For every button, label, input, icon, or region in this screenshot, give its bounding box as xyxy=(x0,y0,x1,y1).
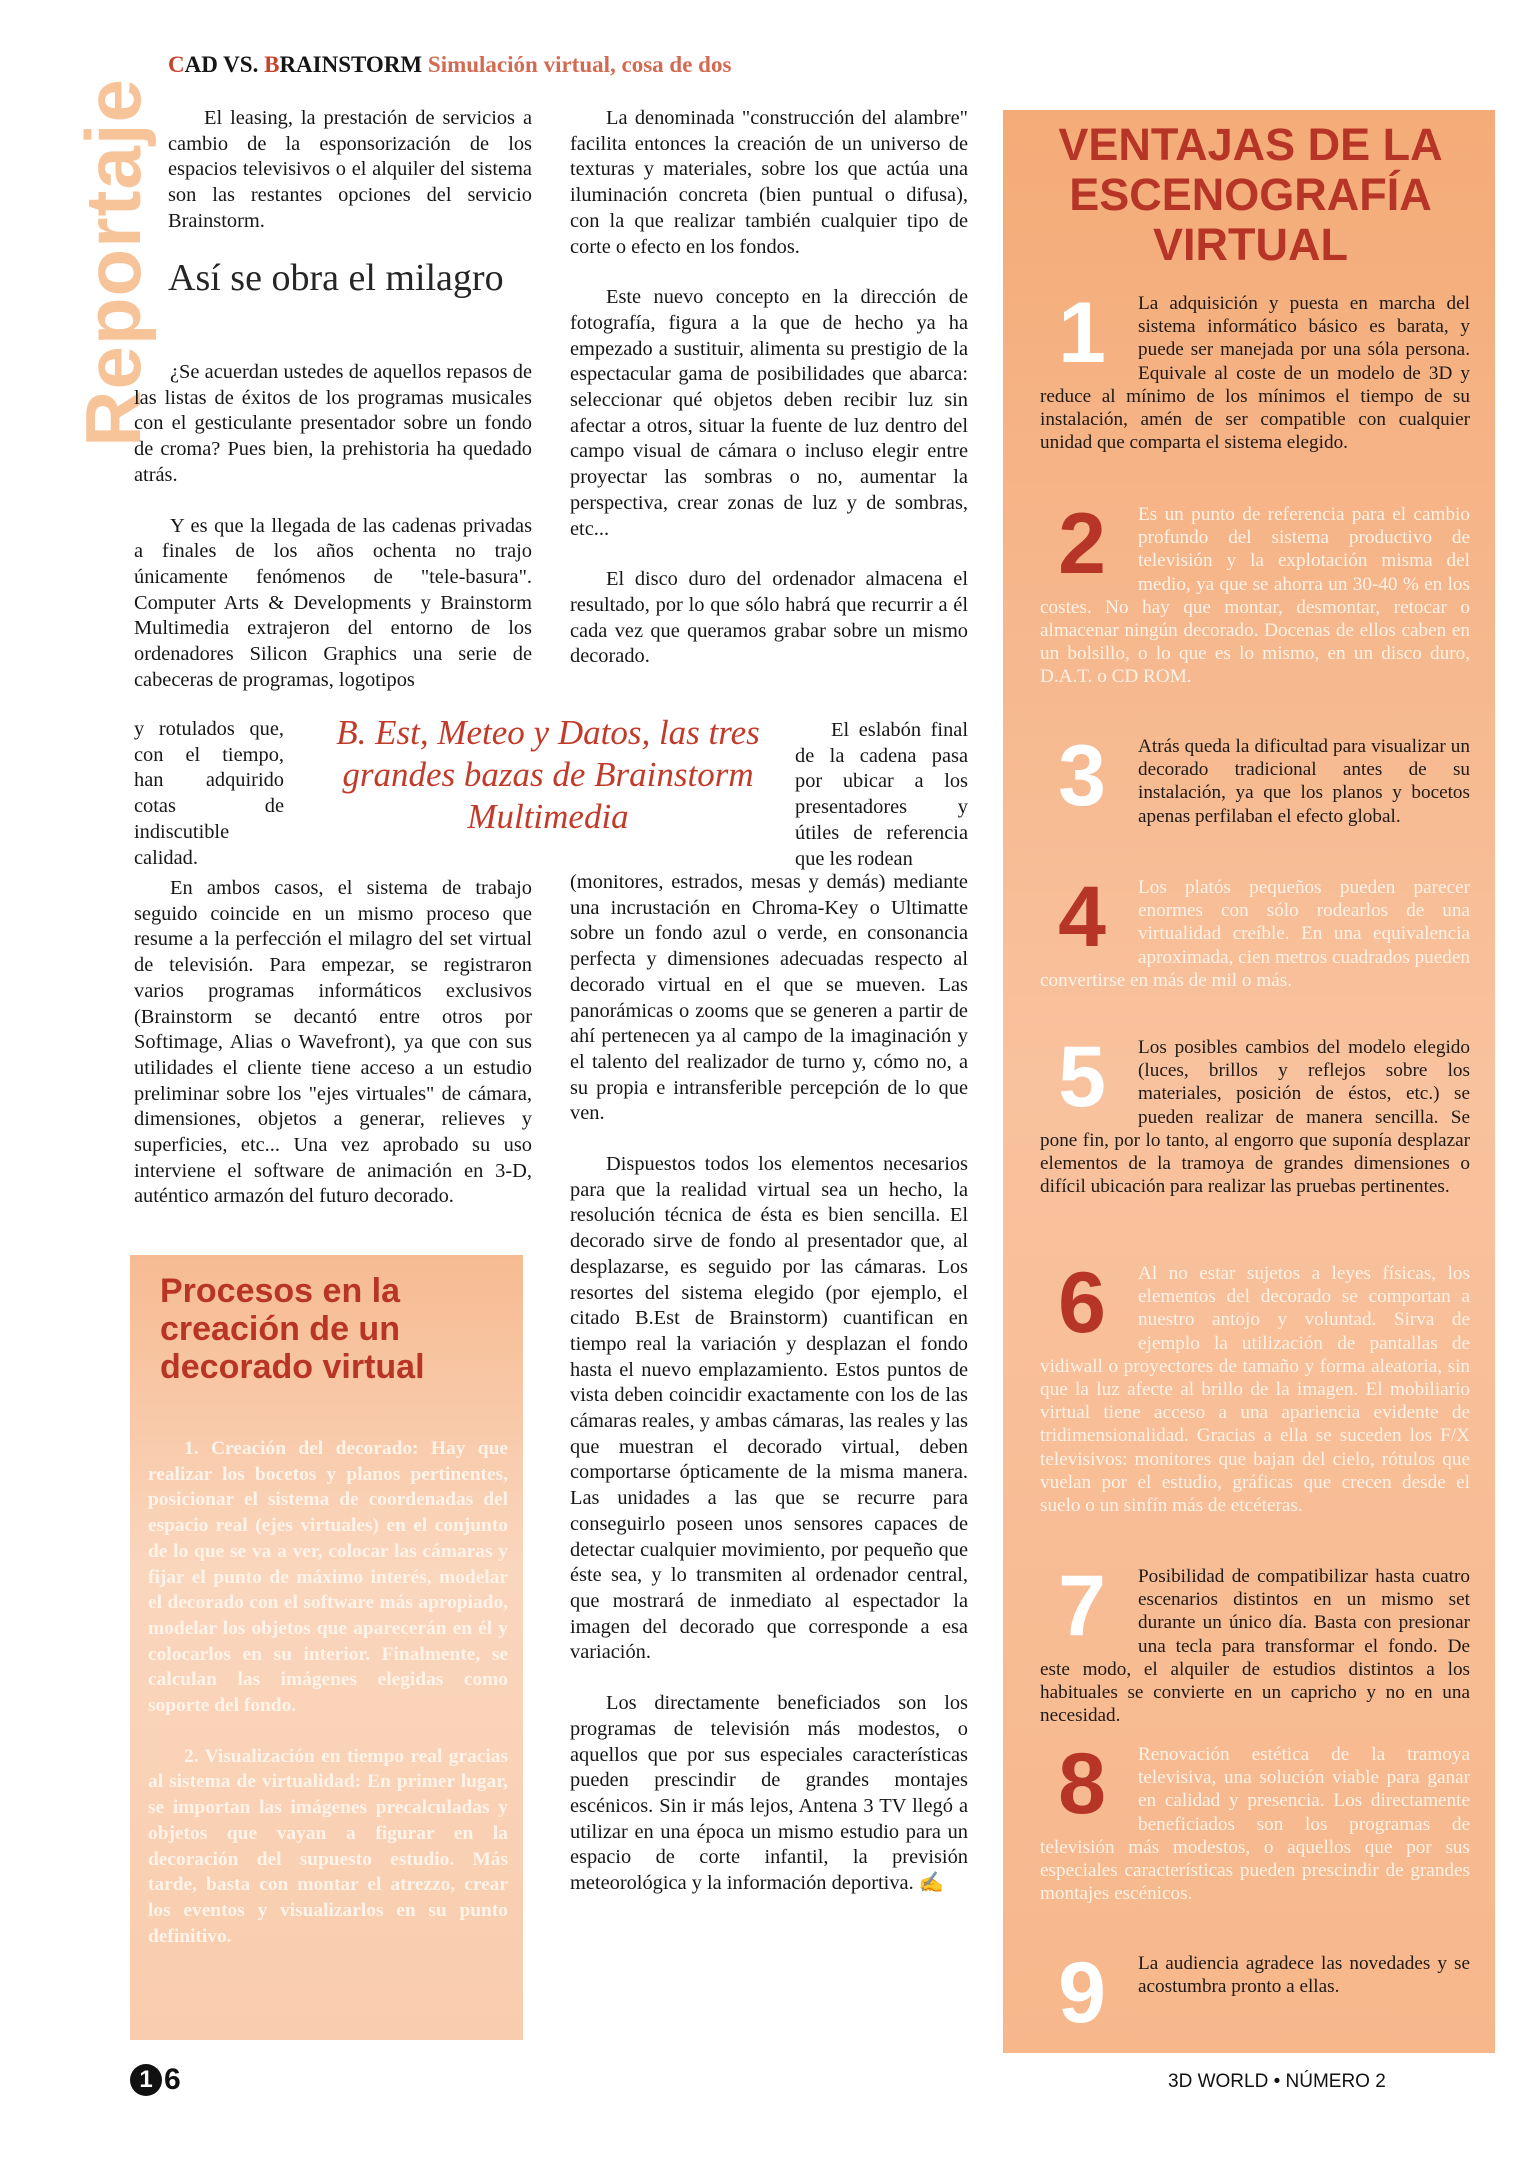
paragraph xyxy=(570,1691,968,1897)
column-2-narrow xyxy=(795,718,968,872)
paragraph-continued: y rotulados que, con el tiempo, han adquirido cotas de indiscutible calidad. xyxy=(134,718,284,869)
ventaja-item xyxy=(1040,1945,1470,2041)
procesos-step: 1. Creación del decorado: Hay que realizar los bocetos y planos pertinentes, posicionar el sistema de coordenadas del espacio real (ejes virtuales) en el conjunto de lo que se va a ver, colocar las cámaras y fijar el punto de máximo interés, modelar el decorado con el software más apropiado, modelar los objetos que aparecerán en él y colocarlos en su interior. Finalmente, se calculan las imágenes elegidas como soporte del fondo. xyxy=(148,1438,508,1717)
ventaja-item xyxy=(1040,728,1470,828)
ventaja-item xyxy=(1040,496,1470,689)
footer-publication: 3D WORLD • NÚMERO 2 xyxy=(1168,2071,1386,2092)
column-1-narrow xyxy=(134,717,284,871)
procesos-step: 2. Visualización en tiempo real gracias al sistema de virtualidad: En primer lugar, se importan las imágenes precalculadas y objetos que vayan a figurar en la decoración del supuesto estudio. Más tarde, basta con montar el atrezzo, crear los eventos y visualizarlos en su punto definitivo. xyxy=(148,1745,508,1947)
running-head xyxy=(168,52,928,78)
running-head-initial-b: B xyxy=(264,52,280,77)
page-number-tail: 6 xyxy=(164,2063,181,2097)
ventaja-number: 7 xyxy=(1058,1558,1106,1654)
ventaja-item xyxy=(1040,869,1470,992)
page-number xyxy=(130,2062,181,2097)
section-label-text: Reportaje xyxy=(68,77,157,447)
article-intro xyxy=(168,106,532,235)
ventaja-item xyxy=(1040,1255,1470,1517)
ventaja-item xyxy=(1040,285,1470,454)
page-number-circle: 1 xyxy=(130,2064,162,2096)
ventaja-number: 1 xyxy=(1058,285,1106,381)
ventaja-number: 8 xyxy=(1058,1736,1106,1832)
ventaja-number: 5 xyxy=(1058,1029,1106,1125)
ventaja-number: 9 xyxy=(1058,1945,1106,2041)
running-head-initial-a: C xyxy=(168,52,185,77)
paragraph: El eslabón final de la cadena pasa por ubicar a los presentadores y útiles de referencia que les rodean xyxy=(795,719,968,870)
paragraph: La denominada "construcción del alambre" facilita entonces la creación de un universo de texturas y materiales, sobre los que actúa una iluminación concreta (bien puntual o difusa), con la que realizar también cualquier tipo de corte o efecto en los fondos. xyxy=(570,107,968,258)
column-2-bottom xyxy=(570,870,968,1897)
ventaja-text: Los platós pequeños pueden parecer enormes con sólo rodearlos de una virtualidad creíble. En una equivalencia aproximada, cien metros cuadrados pueden convertirse en más de mil o más. xyxy=(1040,877,1470,991)
running-head-subtitle: Simulación virtual, cosa de dos xyxy=(427,52,732,77)
ventaja-number: 2 xyxy=(1058,496,1106,592)
ventaja-text: Es un punto de referencia para el cambio profundo del sistema productivo de televisión y la explotación misma del medio, ya que se ahorra un 30-40 % en los costes. No hay que montar, desmontar, retocar o almacenar ningún decorado. Docenas de ellos caben en un bolsillo, o lo que es lo mismo, en un disco duro, D.A.T. o CD ROM. xyxy=(1040,504,1470,688)
ventaja-item xyxy=(1040,1029,1470,1198)
ventaja-text: Los posibles cambios del modelo elegido (luces, brillos y reflejos sobre los materiales, posición de éstos, etc.) se pueden realizar de manera sencilla. Se pone fin, por lo tanto, al engorro que suponía desplazar elementos de la tramoya de grandes dimensiones o difícil ubicación para realizar las pruebas pertinentes. xyxy=(1040,1037,1470,1198)
ventaja-number: 4 xyxy=(1058,869,1106,965)
intro-paragraph: El leasing, la prestación de servicios a cambio de la esponsorización de los espacios televisivos o el alquiler del sistema son las restantes opciones del servicio Brainstorm. xyxy=(168,107,532,232)
ventaja-item xyxy=(1040,1736,1470,1905)
ventaja-number: 6 xyxy=(1058,1255,1106,1351)
procesos-title: Procesos en la creación de un decorado virtual xyxy=(160,1272,425,1386)
article-subhead: Así se obra el milagro xyxy=(168,257,504,299)
column-1-bottom xyxy=(134,876,532,1210)
running-head-part-b: RAINSTORM xyxy=(279,52,423,77)
ventaja-number: 3 xyxy=(1058,728,1106,824)
paragraph: Y es que la llegada de las cadenas privadas a finales de los años ochenta no trajo únicamente fenómenos de "tele-basura". Computer Arts & Developments y Brainstorm Multimedia extrajeron del entorno de los ordenadores Silicon Graphics una serie de cabeceras de programas, logotipos xyxy=(134,514,532,691)
paragraph: Este nuevo concepto en la dirección de fotografía, figura a la que de hecho ya ha empezado a sustituir, alimenta su prestigio de la espectacular gama de posibilidades que abarca: seleccionar qué objetos deben recibir luz sin afectar a otros, situar la fuente de luz dentro del campo visual de cámara o incluso elegir entre proyectar las sombras o no, aumentar la perspectiva, crear zonas de luz y de sombras, etc... xyxy=(570,286,968,540)
ventajas-title: VENTAJAS DE LA ESCENOGRAFÍA VIRTUAL xyxy=(1058,119,1443,270)
end-mark-icon: ✍ xyxy=(918,1872,945,1895)
ventaja-text: Atrás queda la dificultad para visualizar un decorado tradicional antes de su instalación, ya que los planos y bocetos apenas perfilaban el efecto global. xyxy=(1138,736,1470,827)
pull-quote: B. Est, Meteo y Datos, las tres grandes bazas de Brainstorm Multimedia xyxy=(336,713,760,836)
procesos-steps xyxy=(148,1436,508,1949)
ventaja-text: Posibilidad de compatibilizar hasta cuatro escenarios distintos en un mismo set durante un único día. Basta con presionar una tecla para transformar el fondo. De este modo, el alquiler de estudios distintos a los habituales se convierte en un capricho y no en una necesidad. xyxy=(1040,1566,1470,1727)
paragraph: El disco duro del ordenador almacena el resultado, por lo que sólo habrá que recurrir a él cada vez que queramos grabar sobre un mismo decorado. xyxy=(570,568,968,668)
column-2-body xyxy=(570,106,968,670)
column-1-body xyxy=(134,360,532,693)
running-head-part-a: AD VS. xyxy=(184,52,265,77)
ventaja-item xyxy=(1040,1558,1470,1727)
paragraph: ¿Se acuerdan ustedes de aquellos repasos de las listas de éxitos de los programas musicales con el gesticulante presentador sobre un fondo de croma? Pues bien, la prehistoria ha quedado atrás. xyxy=(134,361,532,486)
paragraph: En ambos casos, el sistema de trabajo seguido coincide en un mismo proceso que resume a la perfección el milagro del set virtual de televisión. Para empezar, se registraron varios programas informáticos exclusivos (Brainstorm se decantó entre otros por Softimage, Alias o Wavefront), ya que con sus utilidades el cliente tiene acceso a un estudio preliminar sobre los "ejes virtuales" de cámara, dimensiones, objetos a generar, relieves y superficies, etc... Una vez aprobado su uso interviene el software de animación en 3-D, auténtico armazón del futuro decorado. xyxy=(134,877,532,1208)
ventaja-text: La audiencia agradece las novedades y se acostumbra pronto a ellas. xyxy=(1138,1953,1470,1998)
ventaja-text: Renovación estética de la tramoya televisiva, una solución viable para ganar en calidad y presencia. Los directamente beneficiados son los programas de televisión más modestos, o aquellos que por sus especiales características pueden prescindir de grandes montajes escénicos. xyxy=(1040,1744,1470,1905)
paragraph-continued: (monitores, estrados, mesas y demás) mediante una incrustación en Chroma-Key o Ultimatte sobre un fondo azul o verde, en consonancia perfecta y dimensiones adecuadas respecto al decorado virtual en el que se mueven. Las panorámicas o zooms que se generen a partir de ahí pertenecen ya al campo de la imaginación y el talento del realizador de turno y, cómo no, a su propia e intransferible percepción de lo que ven. xyxy=(570,871,968,1125)
ventaja-text: La adquisición y puesta en marcha del sistema informático básico es barata, y puede ser manejada por una sóla persona. Equivale al coste de un modelo de 3D y reduce al mínimo de los mínimos el tiempo de su instalación, amén de ser compatible con cualquier unidad que comparta el sistema elegido. xyxy=(1040,293,1470,454)
ventaja-text: Al no estar sujetos a leyes físicas, los elementos del decorado se comportan a nuestro antojo y voluntad. Sirva de ejemplo la utilización de pantallas de vidiwall o proyectores de tamaño y forma aleatoria, sin que la luz afecte al brillo de la imagen. El mobiliario virtual tiene acceso a una apariencia evidente de tridimensionalidad. Gracias a ella se suceden los F/X televisivos: monitores que bajan del cielo, rótulos que vuelan por el estudio, gráficas que crecen desde el suelo o un sinfín más de etcéteras. xyxy=(1040,1263,1470,1517)
paragraph-text: Los directamente beneficiados son los programas de televisión más modestos, o aquellos que por sus especiales características pueden prescindir de grandes montajes escénicos. Sin ir más lejos, Antena 3 TV llegó a utilizar en una época un mismo estudio para un espacio de corte infantil, la previsión meteorológica y la información deportiva. xyxy=(570,1692,968,1895)
paragraph: Dispuestos todos los elementos necesarios para que la realidad virtual sea un hecho, la resolución técnica de ésta es bien sencilla. El decorado sirve de fondo al presentador que, al desplazarse, es seguido por las cámaras. Los resortes del sistema elegido (por ejemplo, el citado B.Est de Brainstorm) cuantifican en tiempo real la variación y desplazan el fondo hasta el nuevo emplazamiento. Estos puntos de vista deben coincidir exactamente con los de las cámaras reales, y ambas cámaras, las reales y las que muestran el decorado virtual, deben comportarse ópticamente de la misma manera. Las unidades a las que se recurre para conseguirlo poseen unos sensores capaces de detectar cualquier movimiento, por pequeño que éste sea, y lo transmiten al ordenador central, que mostrará de inmediato al espectador la imagen del decorado que corresponde a esa variación. xyxy=(570,1153,968,1664)
